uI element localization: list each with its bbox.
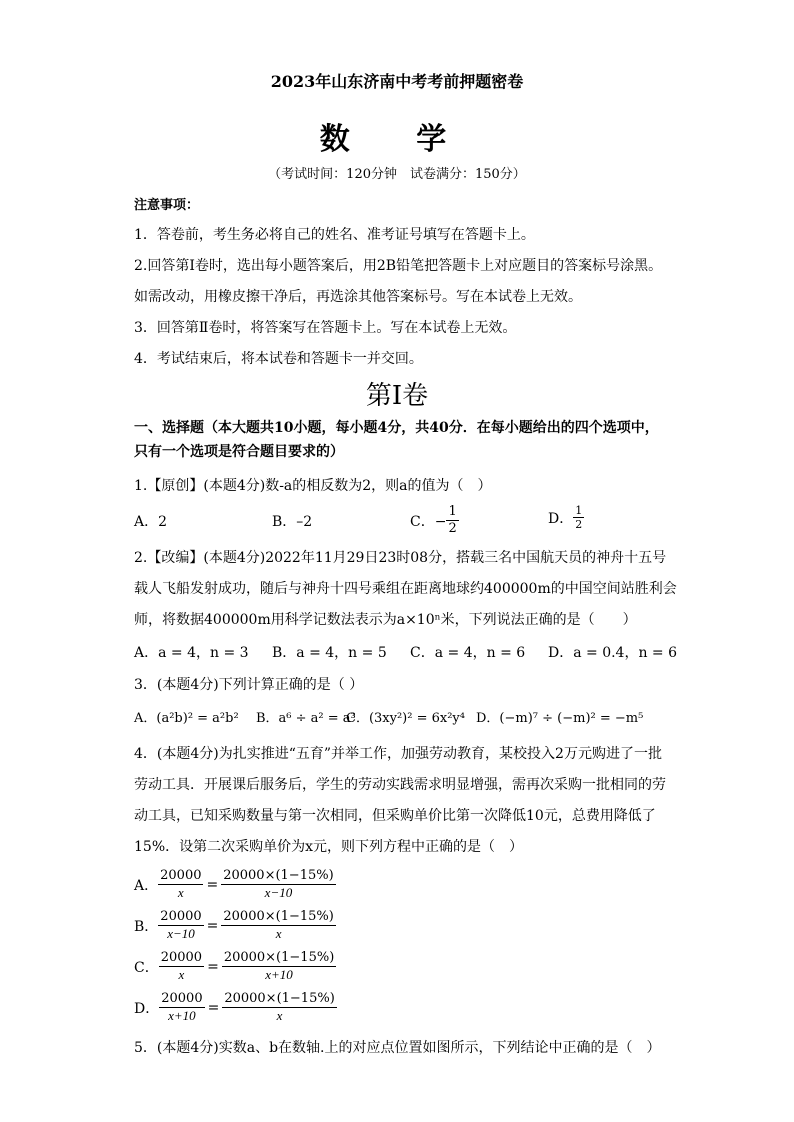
notice-item: 4．考试结束后，将本试卷和答题卡一并交回。 [134,351,423,367]
question-3-stem: 3．(本题4分)下列计算正确的是（ ） [134,677,364,693]
question-2-line: 载人飞船发射成功，随后与神舟十四号乘组在距离地球约400000m的中国空间站胜利会 [134,581,677,597]
numerator: 20000×(1−15%) [223,909,334,924]
option-d-label: D． [548,510,574,527]
exam-info: （考试时间：120分钟 试卷满分：150分） [268,167,526,182]
denominator: x [276,1008,283,1023]
denominator: 2 [448,521,457,536]
denominator: x [177,885,184,900]
question-3-option-b: B．a⁶ ÷ a² = a³ [256,711,356,726]
fraction-right [222,991,336,1024]
numerator: 1 [575,504,583,517]
denominator: x−10 [167,926,195,941]
question-2-option-c: C．a = 4，n = 6 [410,645,526,661]
numerator: 20000×(1−15%) [223,950,335,965]
denominator: x−10 [264,885,293,900]
numerator: 20000×(1−15%) [223,868,334,883]
equals-sign: = [207,999,220,1016]
fraction-right [221,868,335,901]
notice-heading: 注意事项： [134,198,200,213]
option-label: C． [134,959,159,976]
question-2-line: 2.【改编】(本题4分)2022年11月29日23时08分，搭载三名中国航天员的神舟十五号 [134,550,667,566]
fraction-left [159,950,204,983]
denominator: 2 [575,518,583,531]
numerator: 20000×(1−15%) [224,991,335,1006]
denominator: x [178,967,185,982]
section-instructions: 一、选择题（本大题共10小题，每小题4分，共40分．在每小题给出的四个选项中， [134,420,659,436]
numerator: 1 [448,504,457,519]
question-1-option-d [548,504,584,531]
notice-item: 如需改动，用橡皮擦干净后，再选涂其他答案标号。写在本试卷上无效。 [134,289,582,305]
question-1-option-c [410,504,459,537]
exam-title: 2023年山东济南中考考前押题密卷 [270,72,524,91]
equals-sign: = [206,917,219,934]
question-1-stem: 1.【原创】(本题4分)数-a的相反数为2，则a的值为（ ） [134,478,492,494]
question-4-line: 4．(本题4分)为扎实推进“五育”并举工作，加强劳动教育，某校投入2万元购进了一批 [134,746,662,762]
question-5-stem: 5．(本题4分)实数a、b在数轴.上的对应点位置如图所示，下列结论中正确的是（ ） [134,1040,661,1056]
question-2-option-b: B．a = 4，n = 5 [272,645,387,661]
question-3-option-a: A．(a²b)² = a²b² [134,711,239,726]
notice-item: 3．回答第Ⅱ卷时，将答案写在答题卡上。写在本试卷上无效。 [134,320,517,336]
question-4-option-c [134,950,336,983]
fraction [446,504,458,537]
numerator: 20000 [160,950,203,965]
question-4-line: 劳动工具．开展课后服务后，学生的劳动实践需求明显增强，需再次采购一批相同的劳 [134,777,666,793]
question-3-option-d: D．(−m)⁷ ÷ (−m)² = −m⁵ [476,711,644,726]
equals-sign: = [207,958,219,975]
option-label: B． [134,918,159,935]
question-4-line: 动工具，已知采购数量与第一次相同，但采购单价比第一次降低10元，总费用降低了 [134,808,656,824]
subject-title: 数 学 [319,122,475,157]
numerator: 20000 [160,868,202,883]
equals-sign: = [206,876,219,893]
section-title: 第Ⅰ卷 [365,381,429,411]
section-instructions: 只有一个选项是符合题目要求的） [134,444,344,460]
fraction-right [221,909,335,942]
fraction-left [158,868,203,901]
denominator: x+10 [168,1008,196,1023]
question-4-option-a [134,868,336,901]
numerator: 20000 [160,909,202,924]
denominator: x [275,926,282,941]
question-3-option-c: C．(3xy²)² = 6x²y⁴ [346,711,465,726]
question-4-option-d [134,991,337,1024]
question-2-option-d: D．a = 0.4，n = 6 [548,645,678,661]
question-4-line: 15%．设第二次采购单价为x元，则下列方程中正确的是（ ） [134,839,524,855]
numerator: 20000 [161,991,203,1006]
question-4-option-b [134,909,336,942]
option-label: D． [134,1000,160,1017]
question-1-option-b: B．–2 [272,514,313,530]
denominator: x+10 [265,967,293,982]
fraction-left [158,909,203,942]
option-c-label: C．− [410,513,447,530]
notice-item: 2.回答第Ⅰ卷时，选出每小题答案后，用2B铅笔把答题卡上对应题目的答案标号涂黑。 [134,258,663,274]
question-2-option-a: A．a = 4，n = 3 [134,645,249,661]
fraction [573,504,584,531]
question-1-option-a: A．2 [134,514,168,530]
notice-item: 1．答卷前，考生务必将自己的姓名、准考证号填写在答题卡上。 [134,227,535,243]
fraction-right [222,950,336,983]
fraction-left [159,991,204,1024]
option-label: A． [134,877,159,894]
question-2-line: 师，将数据400000m用科学记数法表示为a×10ⁿ米，下列说法正确的是（ ） [134,612,637,628]
